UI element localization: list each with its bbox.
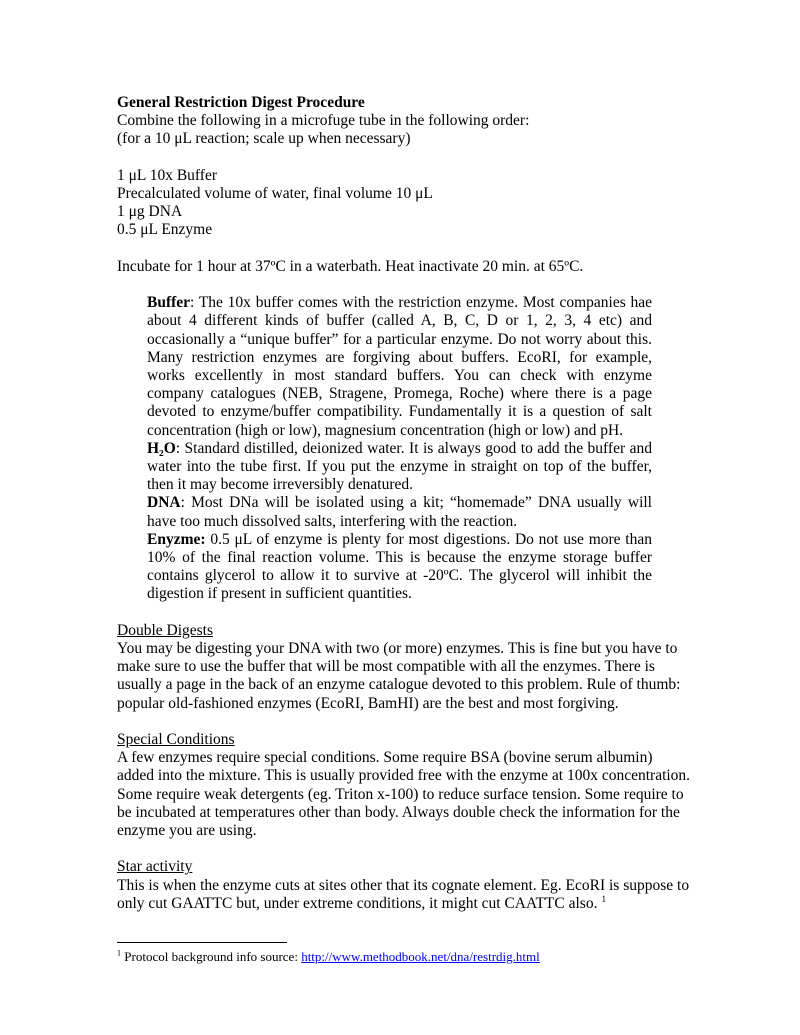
footnote-separator <box>117 942 287 943</box>
spacer <box>117 276 692 294</box>
section-star-activity <box>117 858 692 913</box>
note-dna <box>147 494 652 530</box>
reagent-line-buffer: 1 μL 10x Buffer <box>117 166 218 184</box>
document-body <box>117 94 692 913</box>
section-heading-star-activity <box>117 858 692 876</box>
spacer <box>117 240 692 258</box>
section-special-conditions <box>117 731 692 840</box>
spacer <box>117 840 692 858</box>
section-heading-special-conditions <box>117 731 692 749</box>
note-enzyme <box>147 531 652 604</box>
note-buffer-text: : The 10x buffer comes with the restriction enzyme. Most companies hae about 4 different kinds of buffer (called A, B, C, D or 1, 2, 3, 4 etc) and occasionally a “unique buffer” for a particular enzyme. Do not worry about this. Many restriction enzymes are forgiving about buffers. EcoRI, for example, works excellently in most standard buffers. You can check with enzyme company catalogues (NEB, Stragene, Promega, Roche) where there is a page devoted to enzyme/buffer compatibility. Fundamentally it is a question of salt concentration (high or low), magnesium concentration (high or low) and pH. <box>147 294 652 439</box>
reagent-line-enzyme: 0.5 μL Enzyme <box>117 221 213 239</box>
section-heading-text: Star activity <box>117 858 193 876</box>
section-heading-double-digests <box>117 622 692 640</box>
reagent-line-dna: 1 μg DNA <box>117 203 183 221</box>
note-enzyme-lead: Enyzme: <box>147 530 206 548</box>
footnote-marker: 1 <box>601 893 607 905</box>
footnote-link[interactable]: http://www.methodbook.net/dna/restrdig.html <box>301 949 540 964</box>
incubation-line: Incubate for 1 hour at 37ºC in a waterbath. Heat inactivate 20 min. at 65ºC. <box>117 257 584 275</box>
intro-line-2: (for a 10 μL reaction; scale up when necessary) <box>117 130 411 148</box>
footnote-line <box>117 949 692 965</box>
doc-title: General Restriction Digest Procedure <box>117 94 365 111</box>
note-enzyme-text: 0.5 μL of enzyme is plenty for most digestions. Do not use more than 10% of the final reaction volume. This is because the enzyme storage buffer contains glycerol to allow it to survive at -20ºC. The glycerol will inhibit the digestion if present in sufficient quantities. <box>147 530 652 603</box>
note-water-text: : Standard distilled, deionized water. It is always good to add the buffer and water into the tube first. If you put the enzyme in straight on top of the buffer, then it may become irreversibly denatured. <box>147 439 652 494</box>
spacer <box>117 604 692 622</box>
footnote-area <box>117 942 692 965</box>
section-text-special-conditions: A few enzymes require special conditions. Some require BSA (bovine serum albumin) added into the mixture. This is usually provided free with the enzyme at 100x concentration. Some require weak detergents (eg. Triton x-100) to reduce surface tension. Some require to be incubated at temperatures other than body. Always double check the information for the enzyme you are using. <box>117 749 691 840</box>
section-heading-text: Special Conditions <box>117 731 235 749</box>
note-water-lead: H₂O <box>147 439 176 457</box>
note-dna-lead: DNA <box>147 494 181 512</box>
reagent-line-water: Precalculated volume of water, final volume 10 μL <box>117 185 433 202</box>
section-text-star-activity <box>117 877 692 913</box>
footnote-ref: 1 <box>117 948 122 958</box>
note-buffer-lead: Buffer <box>147 294 191 312</box>
note-water <box>147 440 652 495</box>
footnote-label: Protocol background info source: <box>121 949 302 964</box>
spacer <box>117 149 692 167</box>
star-activity-text: This is when the enzyme cuts at sites other that its cognate element. Eg. EcoRI is suppose to only cut GAATTC but, under extreme conditions, it might cut CAATTC also. <box>117 876 690 912</box>
reagent-notes-block <box>147 294 652 603</box>
section-double-digests <box>117 622 692 713</box>
intro-line-1: Combine the following in a microfuge tube in the following order: <box>117 112 530 130</box>
note-dna-text: : Most DNa will be isolated using a kit; “homemade” DNA usually will have too much dissolved salts, interfering with the reaction. <box>147 494 652 530</box>
section-heading-text: Double Digests <box>117 621 214 639</box>
spacer <box>117 713 692 731</box>
note-buffer <box>147 294 652 440</box>
section-text-double-digests: You may be digesting your DNA with two (or more) enzymes. This is fine but you have to make sure to use the buffer that will be most compatible with all the enzymes. There is usually a page in the back of an enzyme catalogue devoted to this problem. Rule of thumb: popular old-fashioned enzymes (EcoRI, BamHI) are the best and most forgiving. <box>117 640 681 712</box>
